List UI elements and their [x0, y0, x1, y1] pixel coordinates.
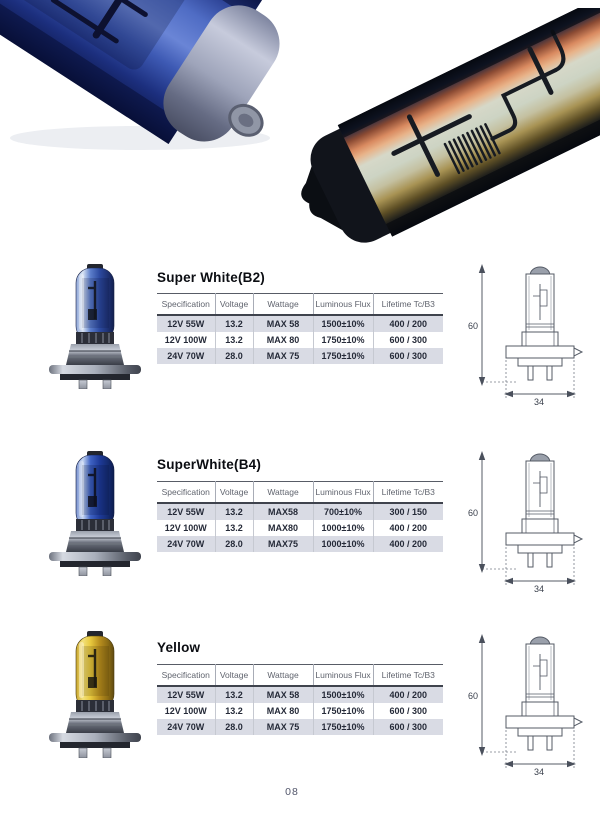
cell: 1750±10%: [313, 703, 373, 719]
cell: MAX 58: [253, 315, 313, 332]
cell: 600 / 300: [373, 703, 443, 719]
cell: 12V 100W: [164, 335, 207, 345]
table-header-row: [157, 665, 443, 687]
cell: 1750±10%: [313, 348, 373, 364]
dimension-diagram-2: [460, 443, 588, 593]
table-row: [157, 315, 443, 332]
col-header: Voltage: [215, 294, 253, 316]
dimension-width-label: 34: [534, 767, 545, 776]
dimension-height-label: 60: [468, 321, 479, 331]
spec-table-super-white-b2: [157, 293, 443, 364]
col-header: Luminous Flux: [313, 665, 373, 687]
page-number: 08: [285, 786, 299, 798]
col-header: Luminous Flux: [313, 482, 373, 504]
cell: 300 / 150: [373, 503, 443, 520]
cell: 600 / 300: [373, 719, 443, 735]
col-header: Voltage: [215, 482, 253, 504]
col-header: Wattage: [253, 665, 313, 687]
table-header-row: [157, 294, 443, 316]
table-row: [157, 686, 443, 703]
cell: 13.2: [215, 332, 253, 348]
section-title-yellow: Yellow: [157, 640, 201, 655]
dimension-width-label: 34: [534, 584, 545, 593]
col-header: Voltage: [215, 665, 253, 687]
photo-iridescent-bulb-closeup: [300, 8, 600, 245]
cell: 700±10%: [313, 503, 373, 520]
cell: 1000±10%: [313, 536, 373, 552]
col-header: Specification: [157, 665, 215, 687]
table-row: [157, 703, 443, 719]
cell: 400 / 200: [373, 520, 443, 536]
cell: 12V 55W: [157, 686, 215, 703]
table-row: [157, 719, 443, 735]
spec-table-yellow: [157, 664, 443, 735]
cell: 400 / 200: [373, 536, 443, 552]
col-header: Lifetime Tc/B3: [373, 482, 443, 504]
cell: MAX 75: [253, 348, 313, 364]
cell: 24V 70W: [157, 348, 215, 364]
cell: MAX80: [253, 520, 313, 536]
cell: 12V 55W: [157, 503, 215, 520]
bulb-photo-super-white-b2: [45, 263, 145, 389]
table-row: [157, 503, 443, 520]
bulb-photo-super-white-b4: [45, 450, 145, 576]
cell: 13.2: [215, 686, 253, 703]
section-title-super-white-b4: SuperWhite(B4): [157, 457, 262, 472]
cell: 28.0: [215, 536, 253, 552]
table-row: [157, 332, 443, 348]
table-row: [157, 520, 443, 536]
dimension-height-label: 60: [468, 691, 479, 701]
col-header: Wattage: [253, 294, 313, 316]
cell: 1750±10%: [313, 332, 373, 348]
cell: 12V 100W: [164, 706, 207, 716]
cell: MAX 80: [253, 703, 313, 719]
col-header: Luminous Flux: [313, 294, 373, 316]
cell: 12V 100W: [164, 523, 207, 533]
cell: 600 / 300: [373, 332, 443, 348]
cell: 28.0: [215, 719, 253, 735]
section-title-super-white-b2: Super White(B2): [157, 270, 266, 285]
cell: MAX 75: [253, 719, 313, 735]
cell: 1750±10%: [313, 719, 373, 735]
dimension-diagram-3: [460, 626, 588, 776]
spec-table-super-white-b4: [157, 481, 443, 552]
dimension-height-label: 60: [468, 508, 479, 518]
table-header-row: [157, 482, 443, 504]
table-row: [157, 348, 443, 364]
cell: 24V 70W: [157, 719, 215, 735]
cell: 400 / 200: [373, 686, 443, 703]
dimension-width-label: 34: [534, 397, 545, 406]
cell: 13.2: [215, 503, 253, 520]
cell: MAX 58: [253, 686, 313, 703]
cell: 13.2: [215, 315, 253, 332]
cell: 1000±10%: [313, 520, 373, 536]
cell: MAX 80: [253, 332, 313, 348]
col-header: Specification: [157, 482, 215, 504]
cell: 400 / 200: [373, 315, 443, 332]
col-header: Specification: [157, 294, 215, 316]
col-header: Lifetime Tc/B3: [373, 665, 443, 687]
bulb-photo-yellow: [45, 630, 145, 758]
cell: 13.2: [215, 520, 253, 536]
cell: MAX75: [253, 536, 313, 552]
col-header: Wattage: [253, 482, 313, 504]
cell: 13.2: [215, 703, 253, 719]
cell: 1500±10%: [313, 315, 373, 332]
cell: MAX58: [253, 503, 313, 520]
col-header: Lifetime Tc/B3: [373, 294, 443, 316]
cell: 12V 55W: [157, 315, 215, 332]
cell: 28.0: [215, 348, 253, 364]
cell: 24V 70W: [157, 536, 215, 552]
dimension-diagram-1: [460, 256, 588, 406]
cell: 600 / 300: [373, 348, 443, 364]
cell: 1500±10%: [313, 686, 373, 703]
photo-blue-bulb-closeup: [0, 0, 305, 155]
table-row: [157, 536, 443, 552]
